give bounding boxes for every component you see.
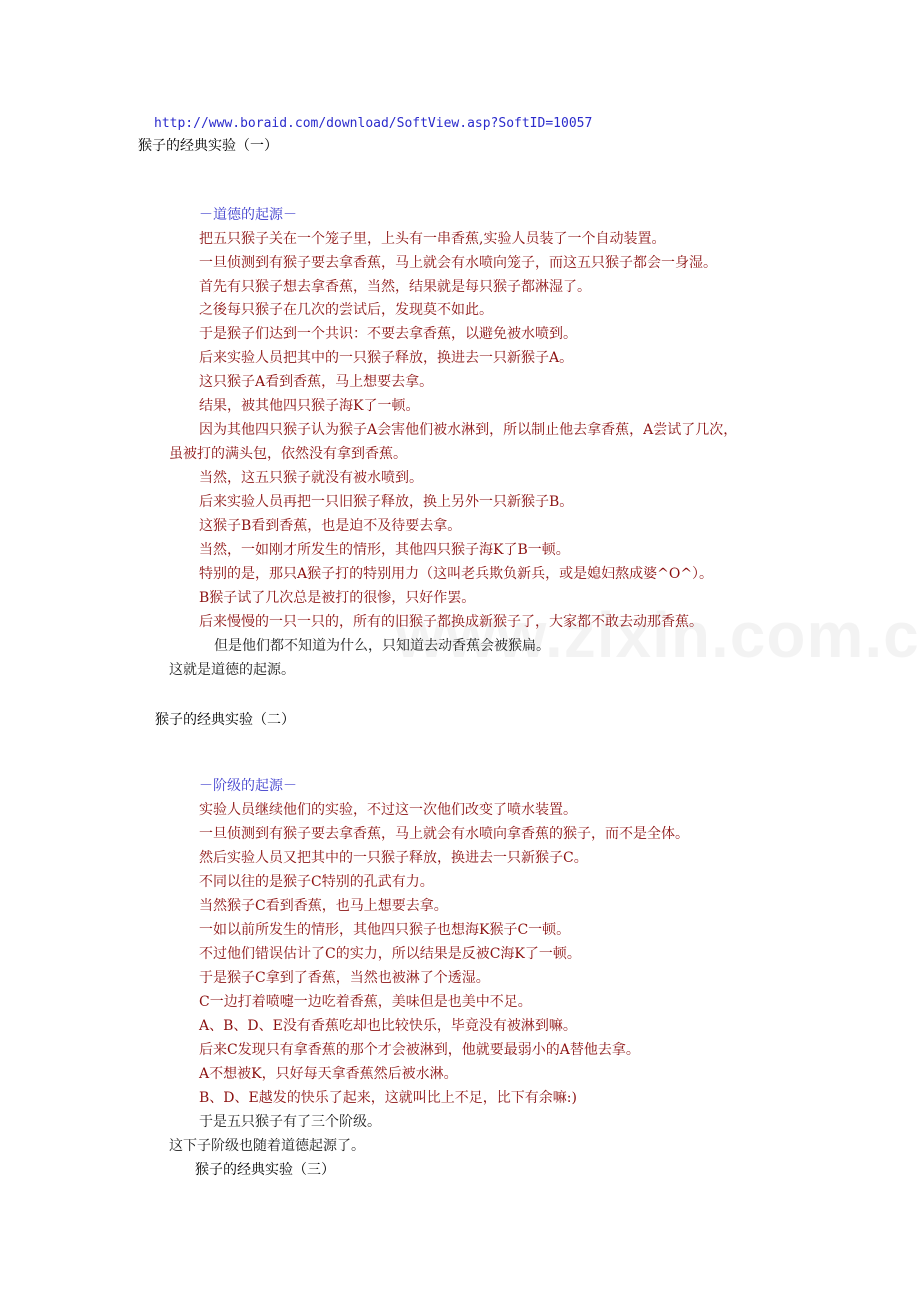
section2-line: A不想被K，只好每天拿香蕉然后被水淋。 — [199, 1066, 458, 1082]
section2-line: 不过他们错误估计了C的实力，所以结果是反被C海K了一顿。 — [199, 946, 581, 962]
section1-line: 结果，被其他四只猴子海K了一顿。 — [199, 398, 420, 414]
section1-line: 于是猴子们达到一个共识：不要去拿香蕉，以避免被水喷到。 — [199, 326, 577, 342]
section1-line: 这只猴子A看到香蕉，马上想要去拿。 — [199, 374, 434, 390]
section3-title: 猴子的经典实验（三） — [195, 1162, 335, 1178]
section1-line: 这猴子B看到香蕉，也是迫不及待要去拿。 — [199, 518, 462, 534]
section2-line: 实验人员继续他们的实验，不过这一次他们改变了喷水装置。 — [199, 802, 577, 818]
section2-line: 后来C发现只有拿香蕉的那个才会被淋到，他就要最弱小的A替他去拿。 — [199, 1042, 640, 1058]
section2-line: 于是猴子C拿到了香蕉，当然也被淋了个透湿。 — [199, 970, 490, 986]
section1-line: 但是他们都不知道为什么，只知道去动香蕉会被猴扁。 — [214, 638, 550, 654]
section1-line: 虽被打的满头包，依然没有拿到香蕉。 — [169, 446, 407, 462]
section1-title: 猴子的经典实验（一） — [138, 138, 278, 154]
section1-heading: －道德的起源－ — [199, 207, 297, 223]
section2-line: 一旦侦测到有猴子要去拿香蕉，马上就会有水喷向拿香蕉的猴子，而不是全体。 — [199, 826, 689, 842]
section1-line: 当然，这五只猴子就没有被水喷到。 — [199, 470, 423, 486]
section2-line: 不同以往的是猴子C特别的孔武有力。 — [199, 874, 434, 890]
section1-line: 特别的是，那只A猴子打的特别用力（这叫老兵欺负新兵，或是媳妇熬成婆^O^）。 — [199, 566, 714, 582]
section1-line: 因为其他四只猴子认为猴子A会害他们被水淋到，所以制止他去拿香蕉，A尝试了几次， — [199, 422, 738, 438]
section1-line: B猴子试了几次总是被打的很惨，只好作罢。 — [199, 590, 476, 606]
section1-line: 后来实验人员把其中的一只猴子释放，换进去一只新猴子A。 — [199, 350, 574, 366]
section2-line: A、B、D、E没有香蕉吃却也比较快乐，毕竟没有被淋到嘛。 — [199, 1018, 577, 1034]
section2-heading: －阶级的起源－ — [199, 778, 297, 794]
section1-line: 之後每只猴子在几次的尝试后，发现莫不如此。 — [199, 302, 493, 318]
section1-line: 一旦侦测到有猴子要去拿香蕉，马上就会有水喷向笼子，而这五只猴子都会一身湿。 — [199, 255, 717, 271]
section1-line: 后来慢慢的一只一只的，所有的旧猴子都换成新猴子了，大家都不敢去动那香蕉。 — [199, 614, 703, 630]
section2-line: 于是五只猴子有了三个阶级。 — [199, 1114, 381, 1130]
section1-line: 后来实验人员再把一只旧猴子释放，换上另外一只新猴子B。 — [199, 494, 574, 510]
source-link[interactable]: http://www.boraid.com/download/SoftView.asp?SoftID=10057 — [154, 116, 593, 131]
section1-line: 首先有只猴子想去拿香蕉，当然，结果就是每只猴子都淋湿了。 — [199, 279, 591, 295]
section1-closing: 这就是道德的起源。 — [169, 662, 295, 678]
section2-closing: 这下子阶级也随着道德起源了。 — [169, 1138, 365, 1154]
section2-title: 猴子的经典实验（二） — [155, 712, 295, 728]
section2-line: 当然猴子C看到香蕉，也马上想要去拿。 — [199, 898, 448, 914]
section1-line: 把五只猴子关在一个笼子里，上头有一串香蕉,实验人员装了一个自动装置。 — [199, 231, 666, 247]
section2-line: C一边打着喷嚏一边吃着香蕉，美味但是也美中不足。 — [199, 994, 532, 1010]
section2-line: B、D、E越发的快乐了起来，这就叫比上不足，比下有余嘛:) — [199, 1090, 577, 1106]
section2-line: 一如以前所发生的情形，其他四只猴子也想海K猴子C一顿。 — [199, 922, 571, 938]
section1-line: 当然，一如刚才所发生的情形，其他四只猴子海K了B一顿。 — [199, 542, 570, 558]
section2-line: 然后实验人员又把其中的一只猴子释放，换进去一只新猴子C。 — [199, 850, 588, 866]
